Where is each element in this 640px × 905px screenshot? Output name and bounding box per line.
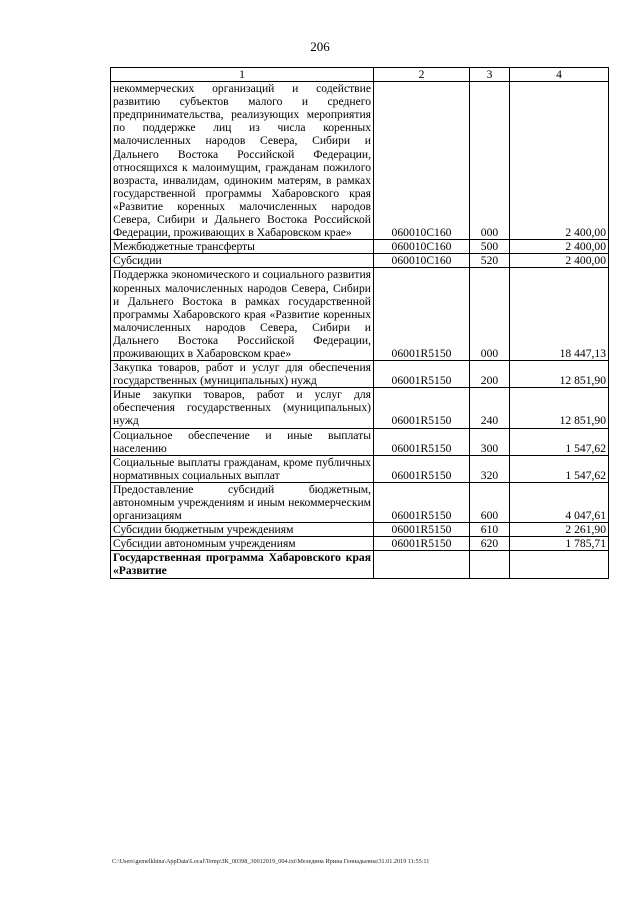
row-amount: 2 400,00 xyxy=(510,254,609,268)
row-name: Поддержка экономического и социального развития коренных малочисленных народов Севера, Сибири и Дальнего Востока в рамках государственной программы Хабаровского края «Развитие коренных малочисленных народов Севера, Сибири и Дальнего Востока Российской Федерации, проживающих в Хабаровском крае» xyxy=(111,268,374,361)
row-amount: 1 547,62 xyxy=(510,428,609,455)
file-path-footer: C:\Users\gemelkhina\AppData\Local\Temp\ЗК_00398_30012019_004.txt\Меледина Ирина Геннадьевна\31.01.2019 11:55:11 xyxy=(112,858,430,865)
row-amount: 2 400,00 xyxy=(510,82,609,240)
row-type: 600 xyxy=(470,482,510,522)
row-code: 06001R5150 xyxy=(374,361,470,388)
row-code: 060010С160 xyxy=(374,240,470,254)
row-name: некоммерческих организаций и содействие развитию субъектов малого и среднего предпринимательства, реализующих мероприятия по поддержке лиц из числа коренных малочисленных народов Севера, Сибири и Дальнего Востока Российской Федерации, относящихся к малоимущим, гражданам пожилого возраста, инвалидам, одиноким матерям, в рамках государственной программы Хабаровского края «Развитие коренных малочисленных народов Севера, Сибири и Дальнего Востока Российской Федерации, проживающих в Хабаровском крае» xyxy=(111,82,374,240)
table-row xyxy=(111,428,609,455)
table-header-row xyxy=(111,68,609,82)
row-type: 500 xyxy=(470,240,510,254)
row-amount: 1 785,71 xyxy=(510,537,609,551)
row-code xyxy=(374,551,470,578)
row-code: 060010С160 xyxy=(374,254,470,268)
row-type: 240 xyxy=(470,388,510,428)
column-header-1: 1 xyxy=(111,68,374,82)
page-number: 206 xyxy=(310,39,330,54)
row-amount: 18 447,13 xyxy=(510,268,609,361)
row-code: 06001R5150 xyxy=(374,428,470,455)
row-name: Социальное обеспечение и иные выплаты населению xyxy=(111,428,374,455)
row-type: 620 xyxy=(470,537,510,551)
table-row xyxy=(111,482,609,522)
row-amount xyxy=(510,551,609,578)
row-code: 06001R5150 xyxy=(374,482,470,522)
table-row xyxy=(111,388,609,428)
row-type: 200 xyxy=(470,361,510,388)
row-name: Государственная программа Хабаровского края «Развитие xyxy=(111,551,374,578)
row-name: Закупка товаров, работ и услуг для обеспечения государственных (муниципальных) нужд xyxy=(111,361,374,388)
table-row xyxy=(111,537,609,551)
table-row xyxy=(111,551,609,578)
row-type: 000 xyxy=(470,268,510,361)
column-header-2: 2 xyxy=(374,68,470,82)
row-name: Предоставление субсидий бюджетным, автономным учреждениям и иным некоммерческим организациям xyxy=(111,482,374,522)
row-amount: 12 851,90 xyxy=(510,388,609,428)
table-row xyxy=(111,523,609,537)
row-amount: 1 547,62 xyxy=(510,455,609,482)
row-type xyxy=(470,551,510,578)
table-row xyxy=(111,361,609,388)
row-amount: 2 400,00 xyxy=(510,240,609,254)
budget-table xyxy=(110,67,609,579)
row-name: Субсидии бюджетным учреждениям xyxy=(111,523,374,537)
row-code: 060010С160 xyxy=(374,82,470,240)
row-code: 06001R5150 xyxy=(374,455,470,482)
row-code: 06001R5150 xyxy=(374,523,470,537)
table-row xyxy=(111,455,609,482)
row-type: 610 xyxy=(470,523,510,537)
table-row xyxy=(111,254,609,268)
row-code: 06001R5150 xyxy=(374,388,470,428)
column-header-4: 4 xyxy=(510,68,609,82)
row-amount: 4 047,61 xyxy=(510,482,609,522)
row-name: Субсидии автономным учреждениям xyxy=(111,537,374,551)
table-row xyxy=(111,240,609,254)
row-name: Социальные выплаты гражданам, кроме публичных нормативных социальных выплат xyxy=(111,455,374,482)
row-type: 300 xyxy=(470,428,510,455)
row-code: 06001R5150 xyxy=(374,537,470,551)
row-type: 320 xyxy=(470,455,510,482)
table-row xyxy=(111,82,609,240)
row-type: 520 xyxy=(470,254,510,268)
row-amount: 2 261,90 xyxy=(510,523,609,537)
column-header-3: 3 xyxy=(470,68,510,82)
row-name: Субсидии xyxy=(111,254,374,268)
row-code: 06001R5150 xyxy=(374,268,470,361)
row-name: Иные закупки товаров, работ и услуг для обеспечения государственных (муниципальных) нужд xyxy=(111,388,374,428)
table-row xyxy=(111,268,609,361)
row-amount: 12 851,90 xyxy=(510,361,609,388)
row-type: 000 xyxy=(470,82,510,240)
row-name: Межбюджетные трансферты xyxy=(111,240,374,254)
